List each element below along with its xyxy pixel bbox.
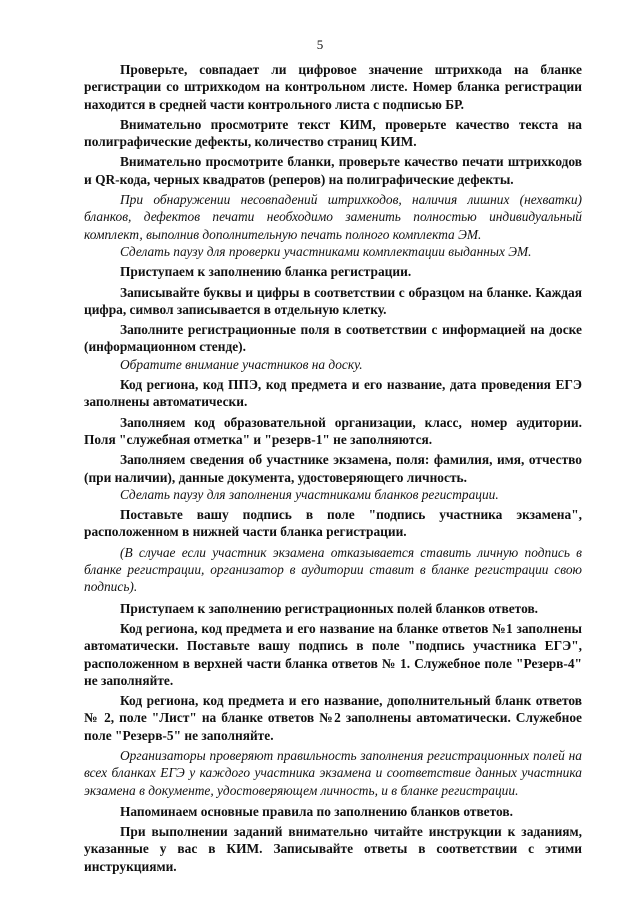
paragraph-fill-participant-info: Заполняем сведения об участнике экзамена, поля: фамилия, имя, отчество (при наличии), данные документа, удостоверяющего личность. [84,452,582,485]
paragraph-check-forms: Внимательно просмотрите бланки, проверьте качество печати штрихкодов и QR-кода, черных квадратов (реперов) на полиграфические дефекты. [84,154,582,187]
paragraph-defects-instruction: При обнаружении несовпадений штрихкодов, наличия лишних (нехватки) бланков, дефектов печати необходимо заменить полностью индивидуальный комплект, выполнив дополнительную печать полного комплекта ЭМ. [84,192,582,242]
paragraph-check-barcode: Проверьте, совпадает ли цифровое значение штрихкода на бланке регистрации со штрихкодом на контрольном листе. Номер бланка регистрации находится в средней части контрольного листа с подписью БР. [84,62,582,112]
paragraph-start-registration: Приступаем к заполнению бланка регистрации. [120,264,412,280]
paragraph-organizers-check: Организаторы проверяют правильность заполнения регистрационных полей на всех бланках ЕГЭ у каждого участника экзамена и соответствие данных участника экзамена в документе, удостоверяющем личность, и в бланке регистрации. [84,747,582,798]
paragraph-read-instructions: При выполнении заданий внимательно читайте инструкции к заданиям, указанные у вас в КИМ. Записывайте ответы в соответствии с этими инструкциями. [84,824,582,874]
paragraph-fill-registration-fields: Заполните регистрационные поля в соответствии с информацией на доске (информационном стенде). [84,322,582,355]
paragraph-attention-board: Обратите внимание участников на доску. [120,356,363,372]
paragraph-sign-registration: Поставьте вашу подпись в поле "подпись участника экзамена", расположенном в нижней части бланка регистрации. [84,507,582,540]
paragraph-rules-reminder: Напоминаем основные правила по заполнению бланков ответов. [120,803,513,819]
page-number: 5 [316,37,324,52]
paragraph-answer-form-2: Код региона, код предмета и его название, дополнительный бланк ответов № 2, поле "Лист" на бланке ответов №2 заполнены автоматически. Служебное поле "Резерв-5" не заполняйте. [84,693,582,743]
paragraph-answer-form-1: Код региона, код предмета и его название на бланке ответов №1 заполнены автоматически. Поставьте вашу подпись в поле "подпись участника ЕГЭ", расположенном в верхней части бланка ответов № 1. Служебное поле "Резерв-4" не заполняйте. [84,620,582,688]
paragraph-write-letters: Записывайте буквы и цифры в соответствии с образцом на бланке. Каждая цифра, символ записывается в отдельную клетку. [84,284,582,317]
paragraph-pause-registration: Сделать паузу для заполнения участниками бланков регистрации. [120,486,499,502]
paragraph-check-kim-text: Внимательно просмотрите текст КИМ, проверьте качество текста на полиграфические дефекты, количество страниц КИМ. [84,116,582,150]
paragraph-pause-check: Сделать паузу для проверки участниками комплектации выданных ЭМ. [120,243,532,259]
paragraph-fill-organization-code: Заполняем код образовательной организации, класс, номер аудитории. Поля "служебная отметка" и "резерв-1" не заполняются. [84,414,582,447]
paragraph-codes-auto: Код региона, код ППЭ, код предмета и его название, дата проведения ЕГЭ заполнены автоматически. [84,377,582,410]
paragraph-start-answer-forms: Приступаем к заполнению регистрационных полей бланков ответов. [120,600,539,616]
paragraph-refusal-signature: (В случае если участник экзамена отказывается ставить личную подпись в бланке регистрации, организатор в аудитории ставит в бланке регистрации свою подпись). [84,544,582,595]
document-body [84,61,582,875]
